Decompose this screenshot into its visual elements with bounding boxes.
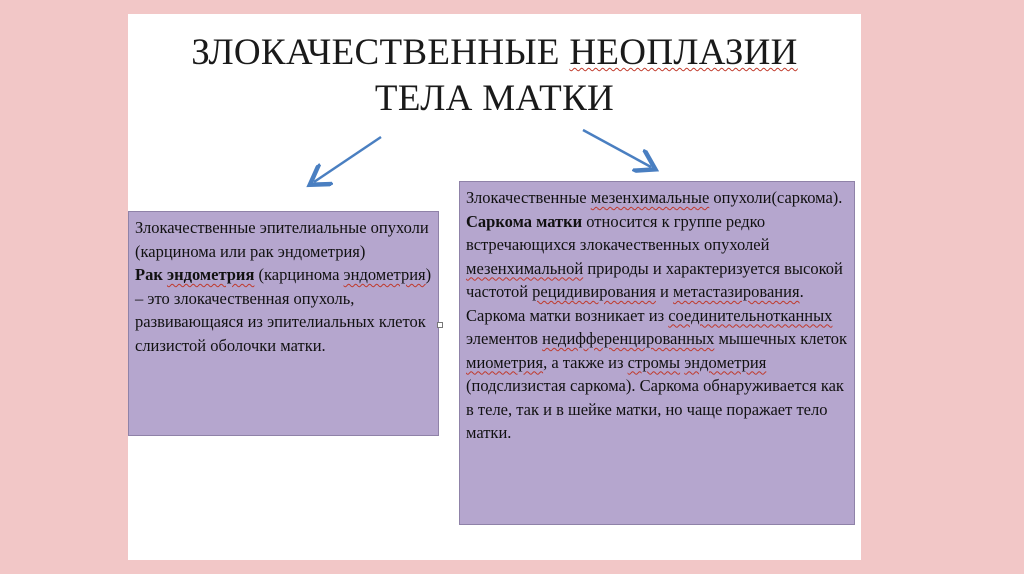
r2a: относится к группе редко встречающихся злокачественных опухолей xyxy=(466,211,770,254)
left-text-1: (карцинома xyxy=(254,265,344,284)
left-box-paragraph-1: Злокачественные эпителиальные опухоли (карцинома или рак эндометрия) xyxy=(135,218,429,261)
r1b: мезенхимальные xyxy=(590,188,710,207)
r3g: , а также из xyxy=(543,352,628,372)
r2e: и xyxy=(655,282,673,301)
r3f: миометрия xyxy=(466,352,544,372)
right-box-paragraph-2 xyxy=(466,210,848,304)
right-arrow-icon xyxy=(583,130,651,167)
right-box-paragraph-3 xyxy=(466,304,848,445)
r2b: мезенхимальной xyxy=(466,258,584,278)
right-box-paragraph-1 xyxy=(466,186,848,210)
r1a: Злокачественные xyxy=(466,188,591,207)
title-line-2: ТЕЛА МАТКИ xyxy=(374,78,615,119)
r2d: рецидивирования xyxy=(532,282,656,301)
left-bold-1: Рак xyxy=(135,265,163,284)
r3e: мышечных клеток xyxy=(714,329,848,348)
title-word-2: НЕОПЛАЗИИ xyxy=(569,32,798,73)
left-text-2: эндометрия xyxy=(343,265,426,284)
left-arrow-icon xyxy=(314,137,381,182)
r3d: недифференцированных xyxy=(542,329,715,348)
r2-bold: Саркома матки xyxy=(466,211,583,231)
left-text-3: ) – это злокачественная опухоль, развивающаяся из эпителиальных клеток слизистой оболочки матки. xyxy=(135,265,432,355)
r3j: эндометрия xyxy=(684,352,767,372)
r1c: опухоли(саркома). xyxy=(709,188,843,207)
resize-handle[interactable] xyxy=(437,322,443,328)
r3b: соединительнотканных xyxy=(668,305,833,325)
r3k: (подслизистая саркома). Саркома обнаруживается как в теле, так и в шейке матки, но чаще поражает тело матки. xyxy=(466,376,844,442)
left-box-paragraph-2 xyxy=(135,263,432,357)
r2f: метастазирования xyxy=(673,282,800,301)
title-word-1: ЗЛОКАЧЕСТВЕННЫЕ xyxy=(191,32,560,73)
left-bold-2: эндометрия xyxy=(166,265,255,284)
epithelial-tumors-textbox[interactable] xyxy=(128,211,439,436)
r3a: Саркома матки возникает из xyxy=(466,305,669,325)
r2g: . xyxy=(799,282,804,301)
r3c: элементов xyxy=(466,329,543,348)
r3h: стромы xyxy=(627,352,681,372)
mesenchymal-tumors-textbox[interactable] xyxy=(459,181,855,525)
r2c: природы и характеризуется высокой частотой xyxy=(466,258,843,301)
